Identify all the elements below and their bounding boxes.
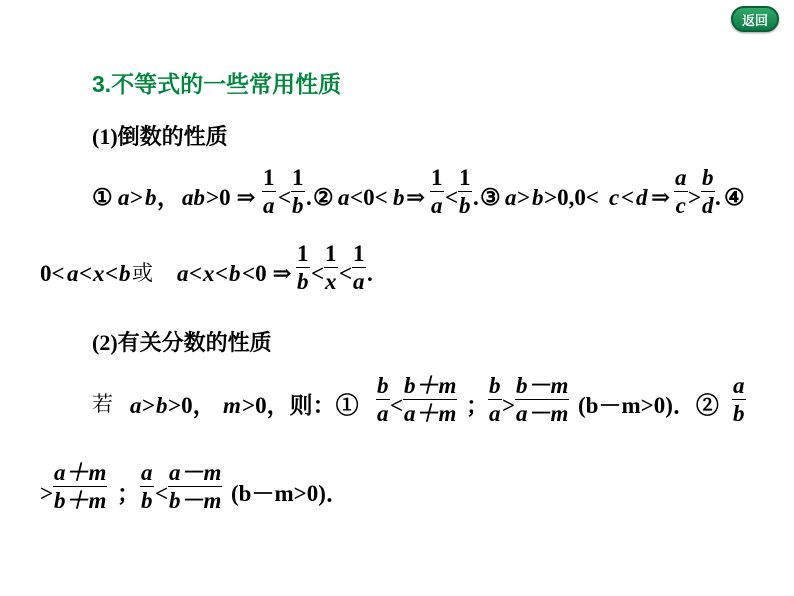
fraction-1-over-a xyxy=(430,166,444,217)
var-a: a xyxy=(67,261,79,286)
subheading-fraction xyxy=(92,326,272,357)
numerator: 1 xyxy=(459,165,471,190)
zero-lt: 0< xyxy=(40,261,65,286)
subheading-fraction-text: (2)有关分数的性质 xyxy=(92,330,272,355)
var-b: b xyxy=(393,185,405,210)
numerator: a－m xyxy=(169,460,222,485)
denominator: a xyxy=(489,401,501,426)
denominator: a＋m xyxy=(404,401,457,426)
denominator: b xyxy=(141,488,153,513)
back-button[interactable]: 返回 xyxy=(731,6,779,32)
fraction-a-over-b xyxy=(732,374,746,425)
numerator: b xyxy=(377,373,389,398)
var-b: b xyxy=(532,185,544,210)
gt-zero-zero-lt: >0,0< xyxy=(544,185,599,210)
denominator: b xyxy=(459,193,471,218)
lt-sign: < xyxy=(79,261,93,286)
numerator: 1 xyxy=(353,241,365,266)
lt-sign: < xyxy=(105,261,119,286)
implies: ⇒ xyxy=(406,185,426,210)
denominator: d xyxy=(702,193,714,218)
numerator: a xyxy=(733,373,745,398)
fraction-1-over-b xyxy=(296,242,310,293)
lt-sign: < xyxy=(621,185,635,210)
lt-sign: < xyxy=(311,261,325,286)
var-x: x xyxy=(203,261,215,286)
numerator: 1 xyxy=(431,165,443,190)
denominator: b xyxy=(733,401,745,426)
numerator: 1 xyxy=(325,241,337,266)
lt-sign: < xyxy=(155,481,169,506)
fraction-b-over-a xyxy=(376,374,390,425)
lt-sign: < xyxy=(390,393,404,418)
var-d: d xyxy=(636,185,648,210)
denominator: b＋m xyxy=(54,488,107,513)
denominator: a xyxy=(377,401,389,426)
circle-1: ① xyxy=(92,185,113,210)
period: . xyxy=(473,185,479,210)
gt-zero: >0， xyxy=(168,393,216,418)
m-gt-zero-then: >0，则：① xyxy=(242,393,359,418)
if-word: 若 xyxy=(92,392,113,416)
var-b: b xyxy=(229,261,241,286)
fraction-a-minus-m-over-b-minus-m xyxy=(168,461,222,512)
comma: ， xyxy=(157,185,180,210)
denominator: b－m xyxy=(169,488,222,513)
gt-sign: > xyxy=(517,185,531,210)
condition: (b－m>0)．② xyxy=(578,393,719,418)
subheading-reciprocal-text: (1)倒数的性质 xyxy=(92,124,228,149)
denominator: a－m xyxy=(516,401,569,426)
gt-sign: > xyxy=(688,185,702,210)
var-ab: ab xyxy=(182,185,205,210)
lt-sign: < xyxy=(278,185,292,210)
var-x: x xyxy=(93,261,105,286)
numerator: b－m xyxy=(516,373,569,398)
fraction-b-minus-m-over-a-minus-m xyxy=(515,374,569,425)
denominator: a xyxy=(263,193,275,218)
fraction-1-over-b xyxy=(458,166,472,217)
implies: ⇒ xyxy=(651,185,671,210)
lt-sign: < xyxy=(215,261,229,286)
fraction-b-over-d xyxy=(701,166,715,217)
var-a: a xyxy=(118,185,130,210)
fraction-b-over-a xyxy=(488,374,502,425)
numerator: b xyxy=(702,165,714,190)
fraction-a-over-b xyxy=(140,461,154,512)
semicolon: ； xyxy=(466,393,489,418)
or-word: 或 xyxy=(132,261,153,285)
var-a: a xyxy=(338,185,350,210)
circle-3: ③ xyxy=(480,185,501,210)
period: . xyxy=(306,185,312,210)
numerator: a xyxy=(141,460,153,485)
lt-sign: < xyxy=(189,261,203,286)
var-b: b xyxy=(145,185,157,210)
semicolon: ； xyxy=(117,481,140,506)
lt-zero-lt: <0< xyxy=(350,185,388,210)
period: . xyxy=(715,185,721,210)
subheading-reciprocal xyxy=(92,120,228,151)
lt-sign: < xyxy=(445,185,459,210)
denominator: b xyxy=(297,269,309,294)
var-a: a xyxy=(177,261,189,286)
numerator: a＋m xyxy=(54,460,107,485)
denominator: a xyxy=(431,193,443,218)
gt-sign: > xyxy=(142,393,156,418)
gt-sign: > xyxy=(130,185,144,210)
var-b: b xyxy=(156,393,168,418)
var-m: m xyxy=(223,393,241,418)
gt-sign: > xyxy=(40,481,54,506)
fraction-1-over-a xyxy=(262,166,276,217)
numerator: 1 xyxy=(263,165,275,190)
circle-4: ④ xyxy=(724,185,745,210)
fraction-a-over-c xyxy=(674,166,688,217)
var-b: b xyxy=(119,261,131,286)
fraction-1-over-x xyxy=(324,242,338,293)
period: . xyxy=(367,261,373,286)
numerator: b xyxy=(489,373,501,398)
gt-zero-implies: >0 ⇒ xyxy=(206,185,256,210)
denominator: c xyxy=(675,193,686,218)
section-title: 3.不等式的一些常用性质 xyxy=(92,71,342,97)
numerator: a xyxy=(675,165,687,190)
numerator: b＋m xyxy=(404,373,457,398)
lt-zero-implies: <0 ⇒ xyxy=(242,261,292,286)
condition: (b－m>0)． xyxy=(231,481,349,506)
denominator: a xyxy=(353,269,365,294)
var-a: a xyxy=(130,393,142,418)
numerator: 1 xyxy=(292,165,304,190)
denominator: x xyxy=(325,269,337,294)
lt-sign: < xyxy=(339,261,353,286)
var-a: a xyxy=(505,185,517,210)
denominator: b xyxy=(292,193,304,218)
gt-sign: > xyxy=(502,393,516,418)
circle-2: ② xyxy=(313,185,334,210)
fraction-am-over-bm xyxy=(53,461,107,512)
numerator: 1 xyxy=(297,241,309,266)
fraction-1-over-a xyxy=(352,242,366,293)
fraction-bm-over-am xyxy=(403,374,457,425)
fraction-1-over-b xyxy=(291,166,305,217)
var-c: c xyxy=(609,185,620,210)
